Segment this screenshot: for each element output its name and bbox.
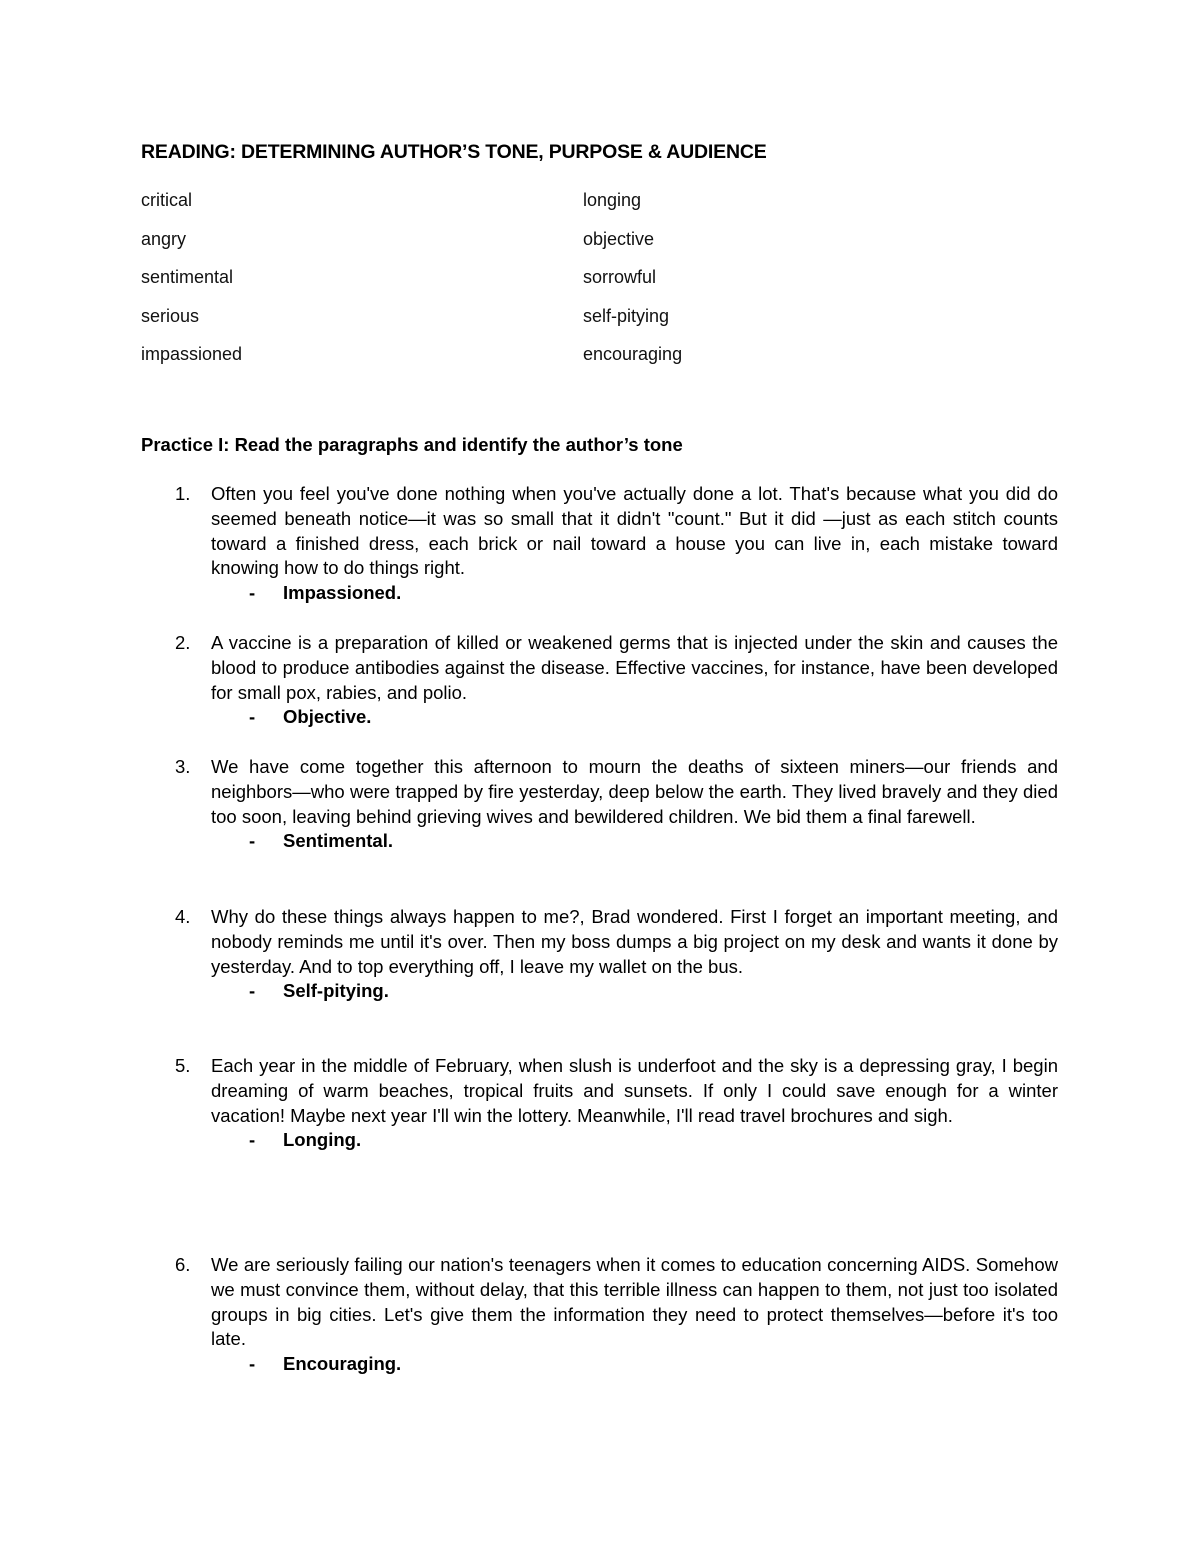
item-paragraph [211, 1054, 1058, 1153]
answer-text: Self-pitying. [283, 980, 389, 1002]
answer-text: Objective. [283, 706, 372, 728]
tone-word-list [141, 190, 1041, 383]
tone-word: impassioned [141, 344, 243, 364]
tone-word: encouraging [583, 344, 683, 364]
tone-word: longing [583, 190, 642, 210]
item-paragraph [211, 755, 1058, 854]
answer-text: Longing. [283, 1129, 362, 1151]
tone-word: critical [141, 190, 193, 210]
tone-row [141, 229, 1041, 268]
item-paragraph [211, 905, 1058, 1004]
answer-text: Impassioned. [283, 582, 402, 604]
tone-word: serious [141, 305, 200, 326]
document-title: READING: DETERMINING AUTHOR’S TONE, PURPOSE & AUDIENCE [141, 141, 767, 163]
tone-word: self-pitying [583, 305, 670, 326]
answer-dash: - [249, 980, 256, 1002]
item-answer [249, 581, 1058, 606]
item-answer [249, 1128, 1058, 1153]
item-text: Often you feel you've done nothing when you've actually done a lot. That's because what you did do seemed beneath notice—it was so small that it didn't "count." But it did —just as each stitch counts toward a finished dress, each brick or nail toward a house you can live in, each mistake toward knowing how to do things right. [211, 483, 1058, 579]
practice-heading: Practice I: Read the paragraphs and identify the author’s tone [141, 434, 683, 455]
item-answer [249, 1352, 1058, 1377]
tone-word: sentimental [141, 267, 234, 287]
answer-dash: - [249, 1353, 256, 1375]
item-number: 4. [175, 906, 191, 927]
answer-text: Sentimental. [283, 830, 393, 852]
answer-dash: - [249, 706, 256, 728]
item-number: 5. [175, 1055, 191, 1076]
tone-word: angry [141, 228, 187, 249]
item-number: 3. [175, 756, 191, 777]
tone-row [141, 267, 1041, 306]
item-text: We have come together this afternoon to mourn the deaths of sixteen miners—our friends and neighbors—who were trapped by fire yesterday, deep below the earth. They lived bravely and they died too soon, leaving behind grieving wives and bewildered children. We bid them a final farewell. [211, 756, 1058, 827]
tone-row [141, 190, 1041, 229]
item-number: 1. [175, 483, 191, 504]
item-text: We are seriously failing our nation's teenagers when it comes to education concerning AIDS. Somehow we must convince them, without delay, that this terrible illness can happen to them, not just too isolated groups in big cities. Let's give them the information they need to protect themselves—before it's too late. [211, 1254, 1058, 1350]
item-text: Why do these things always happen to me?, Brad wondered. First I forget an important meeting, and nobody reminds me until it's over. Then my boss dumps a big project on my desk and wants it done by yesterday. And to top everything off, I leave my wallet on the bus. [211, 906, 1058, 977]
item-number: 6. [175, 1254, 191, 1275]
item-number: 2. [175, 632, 191, 653]
tone-word: sorrowful [583, 267, 657, 287]
item-answer [249, 705, 1058, 730]
answer-dash: - [249, 1129, 256, 1151]
item-text: Each year in the middle of February, when slush is underfoot and the sky is a depressing gray, I begin dreaming of warm beaches, tropical fruits and sunsets. If only I could save enough for a winter vacation! Maybe next year I'll win the lottery. Meanwhile, I'll read travel brochures and sigh. [211, 1055, 1058, 1126]
item-answer [249, 979, 1058, 1004]
tone-row [141, 306, 1041, 345]
item-paragraph [211, 631, 1058, 730]
item-paragraph [211, 482, 1058, 606]
answer-dash: - [249, 830, 256, 852]
tone-word: objective [583, 228, 655, 249]
tone-row [141, 344, 1041, 383]
answer-text: Encouraging. [283, 1353, 402, 1375]
item-text: A vaccine is a preparation of killed or weakened germs that is injected under the skin and causes the blood to produce antibodies against the disease. Effective vaccines, for instance, have been developed for small pox, rabies, and polio. [211, 632, 1058, 703]
item-paragraph [211, 1253, 1058, 1377]
answer-dash: - [249, 582, 256, 604]
item-answer [249, 829, 1058, 854]
